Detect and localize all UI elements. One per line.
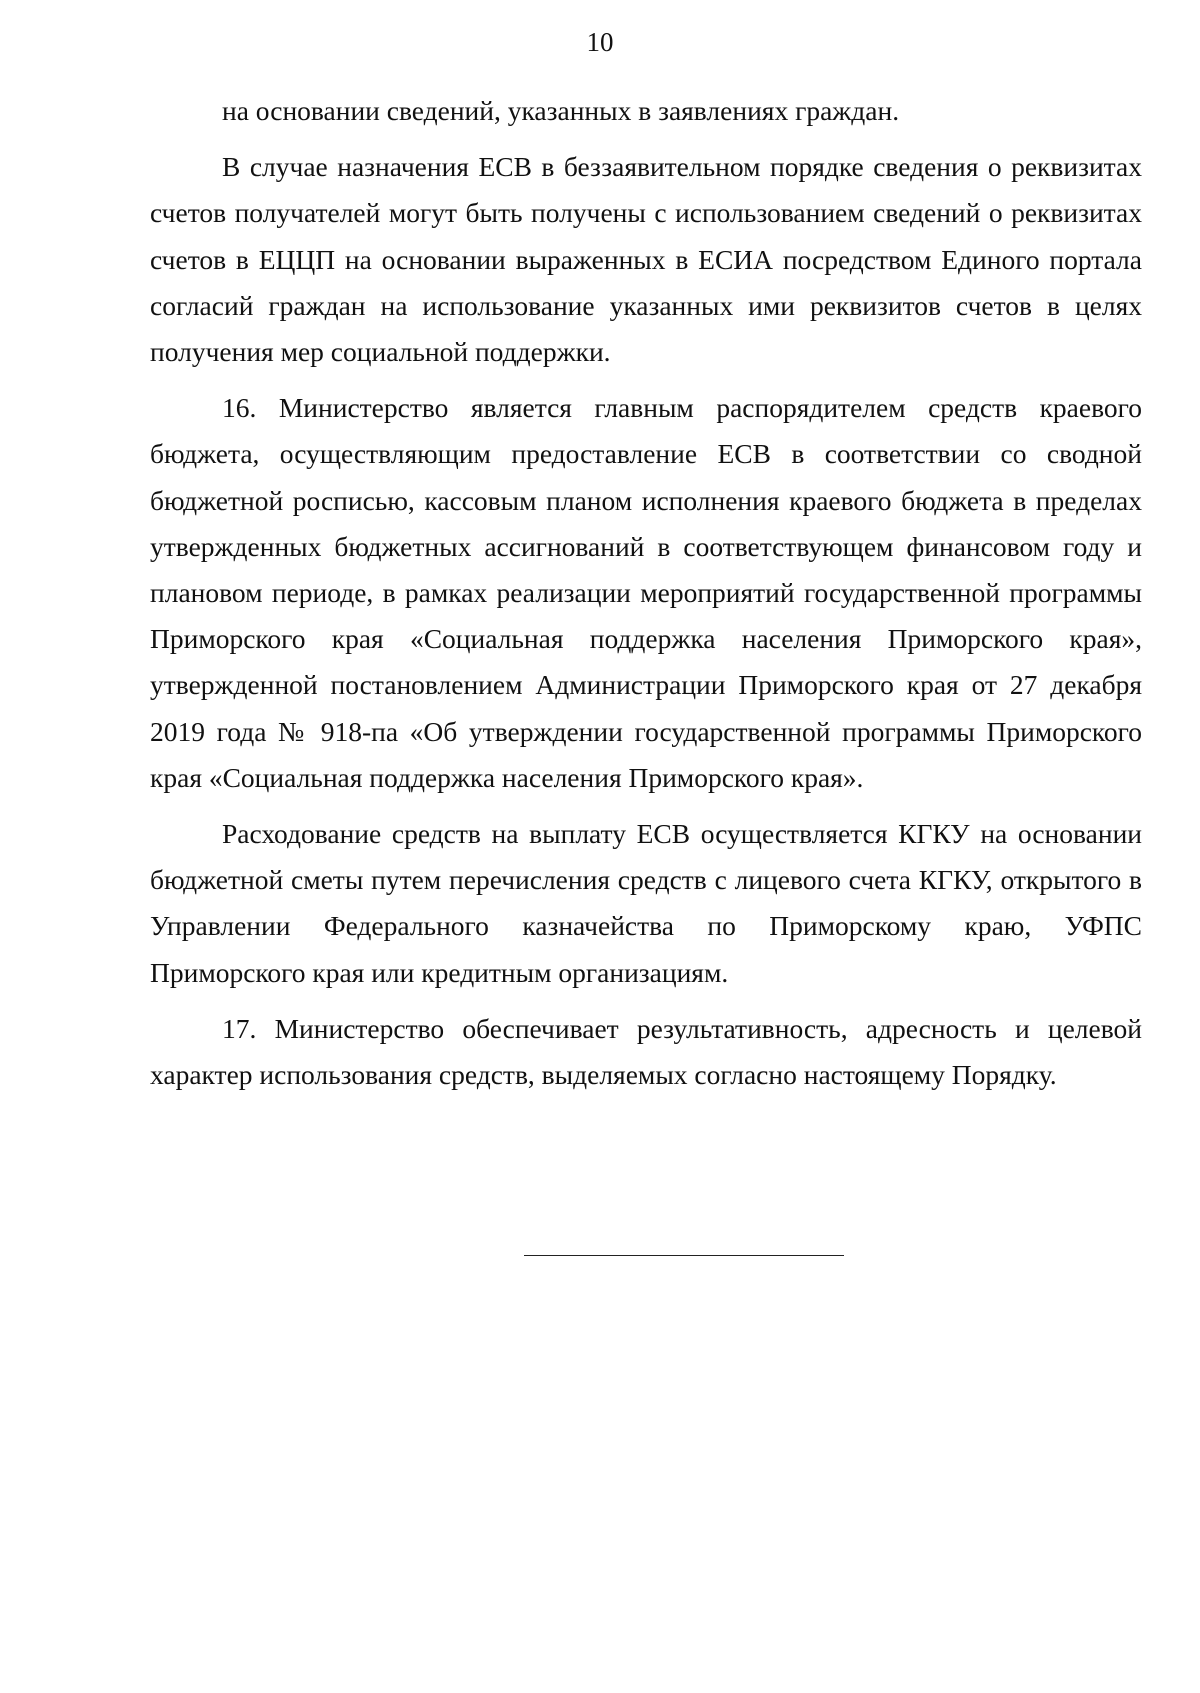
page-number: 10	[586, 27, 614, 57]
document-end-rule	[524, 1255, 844, 1256]
paragraph-clause-17: 17. Министерство обеспечивает результативность, адресность и целевой характер использования средств, выделяемых согласно настоящему Порядку.	[150, 1012, 1142, 1091]
paragraph-continuation: на основании сведений, указанных в заявлениях граждан.	[222, 95, 900, 126]
paragraph-account-details: В случае назначения ЕСВ в беззаявительном порядке сведения о реквизитах счетов получателей могут быть получены с использованием сведений о реквизитах счетов в ЕЦЦП на основании выраженных в ЕСИА посредством Единого портала согласий граждан на использование указанных ими реквизитов счетов в целях получения мер социальной поддержки.	[150, 151, 1142, 368]
paragraph-clause-16: 16. Министерство является главным распорядителем средств краевого бюджета, осуществляющим предоставление ЕСВ в соответствии со сводной бюджетной росписью, кассовым планом исполнения краевого бюджета в пределах утвержденных бюджетных ассигнований в соответствующем финансовом году и плановом периоде, в рамках реализации мероприятий государственной программы Приморского края «Социальная поддержка населения Приморского края», утвержденной постановлением Администрации Приморского края от 27 декабря 2019 года № 918-па «Об утверждении государственной программы Приморского края «Социальная поддержка населения Приморского края».	[150, 392, 1142, 793]
document-body	[150, 88, 1142, 1098]
paragraph-expenditure: Расходование средств на выплату ЕСВ осуществляется КГКУ на основании бюджетной сметы путем перечисления средств с лицевого счета КГКУ, открытого в Управлении Федерального казначейства по Приморскому краю, УФПС Приморского края или кредитным организациям.	[150, 818, 1142, 988]
